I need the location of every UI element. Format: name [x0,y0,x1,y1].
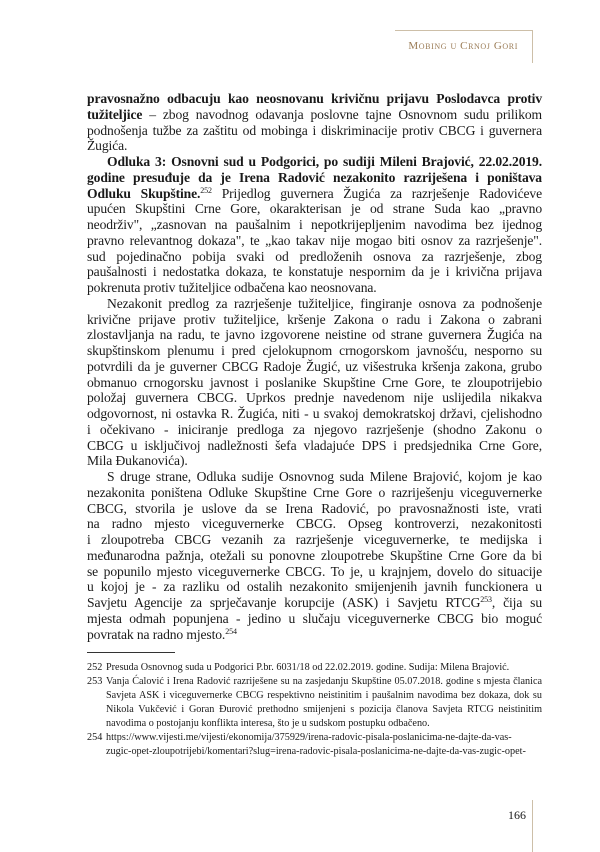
text-line [87,438,542,454]
text-line [87,359,542,375]
text-run: Prijedlog guvernera Žugića za razrješenje Radovićeve [211,185,542,201]
footnote-line: Vanja Ćalović i Irena Radović razriješene su na zasjedanju Skupštine 05.07.2018. godine s mjesta članica [106,676,542,687]
footnote-text [106,661,542,675]
footnote-line: Presuda Osnovnog suda u Podgorici P.br. 6031/18 od 22.02.2019. godine. Sudija: Milena Brajović. [106,662,510,673]
text-line [87,233,542,249]
text-line [87,501,542,517]
text-line [87,201,542,217]
text-run: i zloupotreba CBCG vezanih za razrješenje viceguvernerke, te medijska i [87,532,542,547]
text-run: , čija su [491,595,542,610]
text-run: se popunilo mjesto viceguvernerke CBCG. To je, u krajnjem, dovelo do situacije [87,563,542,579]
header-vertical-rule [532,30,533,63]
body-text [87,91,542,642]
text-run: položaj guvernera CBCG. Uprkos prednje navedenom nije uslijedila nikakva [87,390,542,406]
text-line [87,532,542,548]
text-line [87,469,542,485]
text-run: potvrdili da je guverner CBCG Radoje Žugić, uz višestruka kršenja zakona, grubo [87,358,542,374]
paragraph [87,469,542,642]
text-run: međunarodna pažnja, otežali su ponovne zloupotrebe Skupštine Crne Gore da bi [87,547,542,563]
text-line [87,312,542,328]
text-run: CBCG, stvorila je uslove da se Irena Radović, po pravosnažnosti iste, vrati [87,500,542,516]
page-number: 166 [508,808,526,822]
text-line [87,453,542,469]
footnote [87,675,542,731]
text-line [87,422,542,438]
text-run: u kojoj je - za razliku od ostalih nezakonito smijenjenih javnih funckionera u [87,579,542,595]
text-run: godine presuđuje da je Irena Radović nezakonito razriješena i poništava [87,169,542,185]
text-run: nezakonita poništena Odluke Skupštine Crne Gore o razriješenju viceguvernerke [87,484,542,500]
paragraph [87,296,542,469]
text-line [87,611,542,627]
footnote-line: Nikola Vukčević i Goran Đurović prethodno smijenjeni s pozicija članova Savjeta RTCG neistinitim [106,704,542,715]
text-run: pokrenuta protiv tužiteljice odbačena kao neosnovana. [87,280,377,295]
text-line [87,264,542,280]
text-line [87,186,542,202]
text-run: Odluka 3: Osnovni sud u Podgorici, po sudiji Mileni Brajović, 22.02.2019. [107,154,542,169]
text-line [87,249,542,265]
text-line [87,296,542,312]
text-run: podnošenja tužbe za zaštitu od mobinga i diskriminacije protiv CBCG i guvernera [87,122,542,138]
text-run: zlostavljanja na radu, te javno izgovorene neistine od strane guvernera Žugića na [87,327,542,343]
text-run: odgovornost, ni ostavka R. Žugića, niti - u svakoj demokratskoj državi, cjelishodno [87,406,542,421]
text-run: pravno relevantnog dokaza", te „kao takav nije mogao biti osnov za razrješenje". [87,232,542,248]
text-run: krivične prijave protiv tužiteljice, kršenje Zakona o radu i Zakona o zabrani [87,311,542,327]
footnote-number: 254 [87,732,103,743]
footnote-line: Savjeta ASK i viceguvernerke CBCG respektivno neistinitim i paušalnim navodima bez dokaza, dok su [106,690,542,701]
text-run: Žugića. [87,138,128,154]
footnote [87,661,542,675]
text-run: mjesta odmah popunjena - jedino u slučaju viceguvernerke CBCG bio moguć [87,610,542,626]
footnote [87,731,542,759]
text-line [87,406,542,422]
footnotes [87,661,542,759]
text-line [87,516,542,532]
footnote-ref[interactable]: 252 [200,185,212,195]
text-line [87,548,542,564]
text-line [87,627,542,643]
text-line [87,91,542,107]
paragraph [87,91,542,154]
text-run: CBCG u isključivoj nadležnosti šefa vladajuće DPS i predsjednika Crne Gore, [87,437,542,453]
text-run: Mila Đukanovića). [87,453,188,469]
footnote-ref[interactable]: 253 [480,595,492,604]
text-run: na radno mjesto viceguvernerke CBCG. Opseg kontroverzi, nezakonitosti [87,516,542,532]
text-run: Odluku Skupštine. [87,185,201,201]
text-line [87,343,542,359]
footnote-link-line[interactable]: zugic-opet-zloupotrijebi/komentari?slug=irena-radovic-pisala-poslanicima-ne-dajte-da-vas-zugic-opet- [106,746,526,757]
text-line [87,138,542,154]
text-run: upućen Skupštini Crne Gore, okarakterisan je od strane Suda kao „pravno [87,201,542,217]
text-line [87,564,542,580]
footnote-link-line[interactable]: https://www.vijesti.me/vijesti/ekonomija/375929/irena-radovic-pisala-poslanicima-ne-dajte-da-vas- [106,732,512,743]
footnote-ref[interactable]: 254 [225,626,237,636]
text-line [87,123,542,139]
text-run: pravosnažno odbacuju kao neosnovanu krivičnu prijavu Poslodavca protiv [87,91,542,106]
footnote-number: 252 [87,662,103,673]
text-run: skupštinskom plenumu i pred cjelokupnom crnogorskom javnošću, nesporno su [87,343,542,358]
footnote-line: navodima o postojanju konflikta interesa, što je u sudskom postupku odbačeno. [106,718,430,729]
text-line [87,280,542,296]
text-line [87,579,542,595]
text-line [87,217,542,233]
text-run: i očekivano - iniciranje predloga za njegovo razrješenje (shodno Zakonu o [87,421,542,437]
text-line [87,327,542,343]
text-line [87,390,542,406]
text-run: Nezakonit predlog za razrješenje tužiteljice, fingiranje osnova za podnošenje [107,295,542,311]
text-run: S druge strane, Odluka sudije Osnovnog suda Milene Brajović, kojom je kao [107,469,542,484]
text-run: tužiteljice [87,106,143,122]
text-line [87,170,542,186]
text-run: obmanuo crnogorsku javnost i poslanike Skupštine Crne Gore, te zloupotrijebio [87,374,542,390]
running-title: Mobing u Crnoj Gori [408,40,518,52]
text-run: Savjetu Agencije za sprječavanje korupcije (ASK) i Savjetu RTCG [87,595,481,610]
footnote-number: 253 [87,676,103,687]
footnote-text [106,731,542,759]
paragraph [87,154,542,296]
text-run: povratak na radno mjesto. [87,626,226,642]
text-line [87,485,542,501]
text-line [87,154,542,170]
text-run: sud pojedinačno pobija svaki od predloženih osnova za razrješenje, zbog [87,248,542,264]
text-run: – zbog navodnog odavanja poslovne tajne Osnovnom sudu prilikom [142,106,542,122]
footnote-separator [87,652,175,653]
text-line [87,595,542,611]
footer-vertical-rule [532,800,533,852]
header-rule [395,30,533,31]
text-line [87,375,542,391]
text-line [87,107,542,123]
text-run: neodrživ", „zasnovan na paušalnim i nepotkrijepljenim navodima bez ijednog [87,217,542,232]
footnote-text [106,675,542,731]
text-run: paušalnosti i nedostatka dokaza, te konstatuje nespornim da je i krivična prijava [87,264,542,280]
